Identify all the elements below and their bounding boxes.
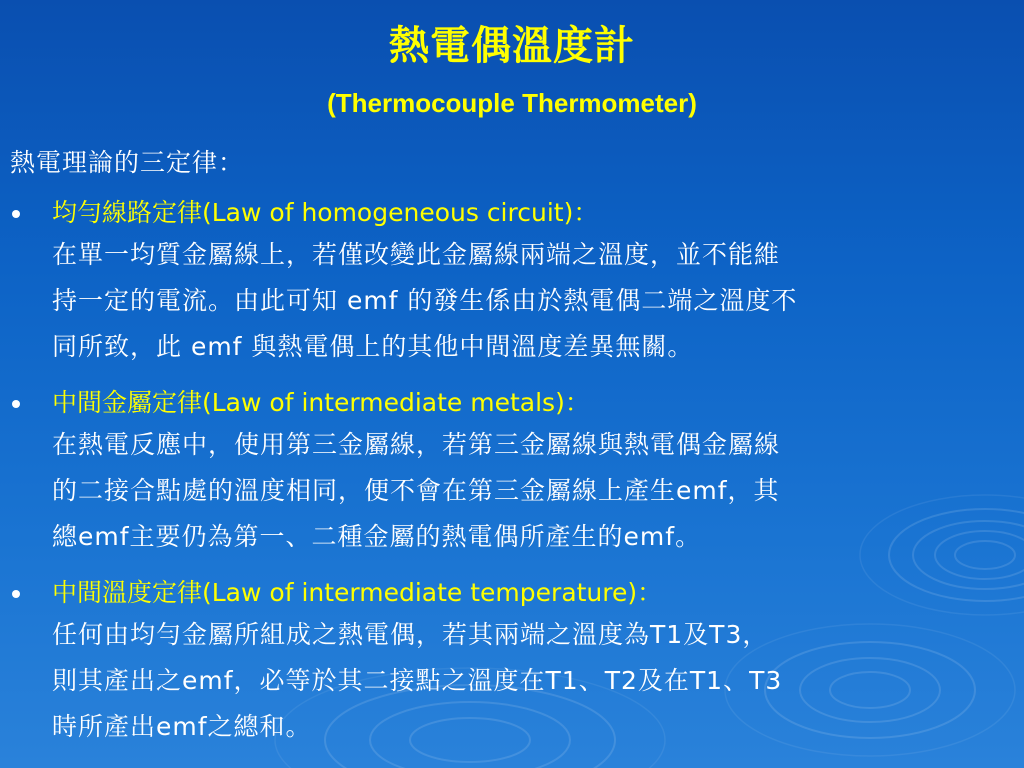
law-description-line: 任何由均勻金屬所組成之熱電偶，若其兩端之溫度為T1及T3， — [52, 620, 769, 649]
law-description — [52, 612, 1014, 750]
law-description-line: 總emf主要仍為第一、二種金屬的熱電偶所產生的emf。 — [52, 522, 702, 551]
slide-subtitle: (Thermocouple Thermometer) — [327, 88, 697, 118]
law-description-line: 同所致，此 emf 與熱電偶上的其他中間溫度差異無關。 — [52, 332, 694, 361]
law-description — [52, 422, 1014, 560]
bullet-icon — [12, 590, 20, 598]
law-heading: 中間金屬定律(Law of intermediate metals)： — [52, 388, 590, 417]
law-description-line: 的二接合點處的溫度相同，便不會在第三金屬線上產生emf，其 — [52, 476, 780, 505]
law-description — [52, 232, 1014, 370]
bullet-icon — [12, 400, 20, 408]
law-description-line: 則其產出之emf，必等於其二接點之溫度在T1、T2及在T1、T3 — [52, 666, 783, 695]
law-heading: 中間溫度定律(Law of intermediate temperature)： — [52, 578, 663, 607]
law-description-line: 在熱電反應中，使用第三金屬線，若第三金屬線與熱電偶金屬線 — [52, 430, 781, 459]
intro-text: 熱電理論的三定律： — [10, 148, 245, 177]
slide-title: 熱電偶溫度計 — [389, 23, 635, 69]
law-heading: 均勻線路定律(Law of homogeneous circuit)： — [52, 198, 599, 227]
bullet-icon — [12, 210, 20, 218]
law-description-line: 在單一均質金屬線上，若僅改變此金屬線兩端之溫度，並不能維 — [52, 240, 781, 269]
law-description-line: 時所產出emf之總和。 — [52, 712, 312, 741]
law-description-line: 持一定的電流。由此可知 emf 的發生係由於熱電偶二端之溫度不 — [52, 286, 798, 315]
